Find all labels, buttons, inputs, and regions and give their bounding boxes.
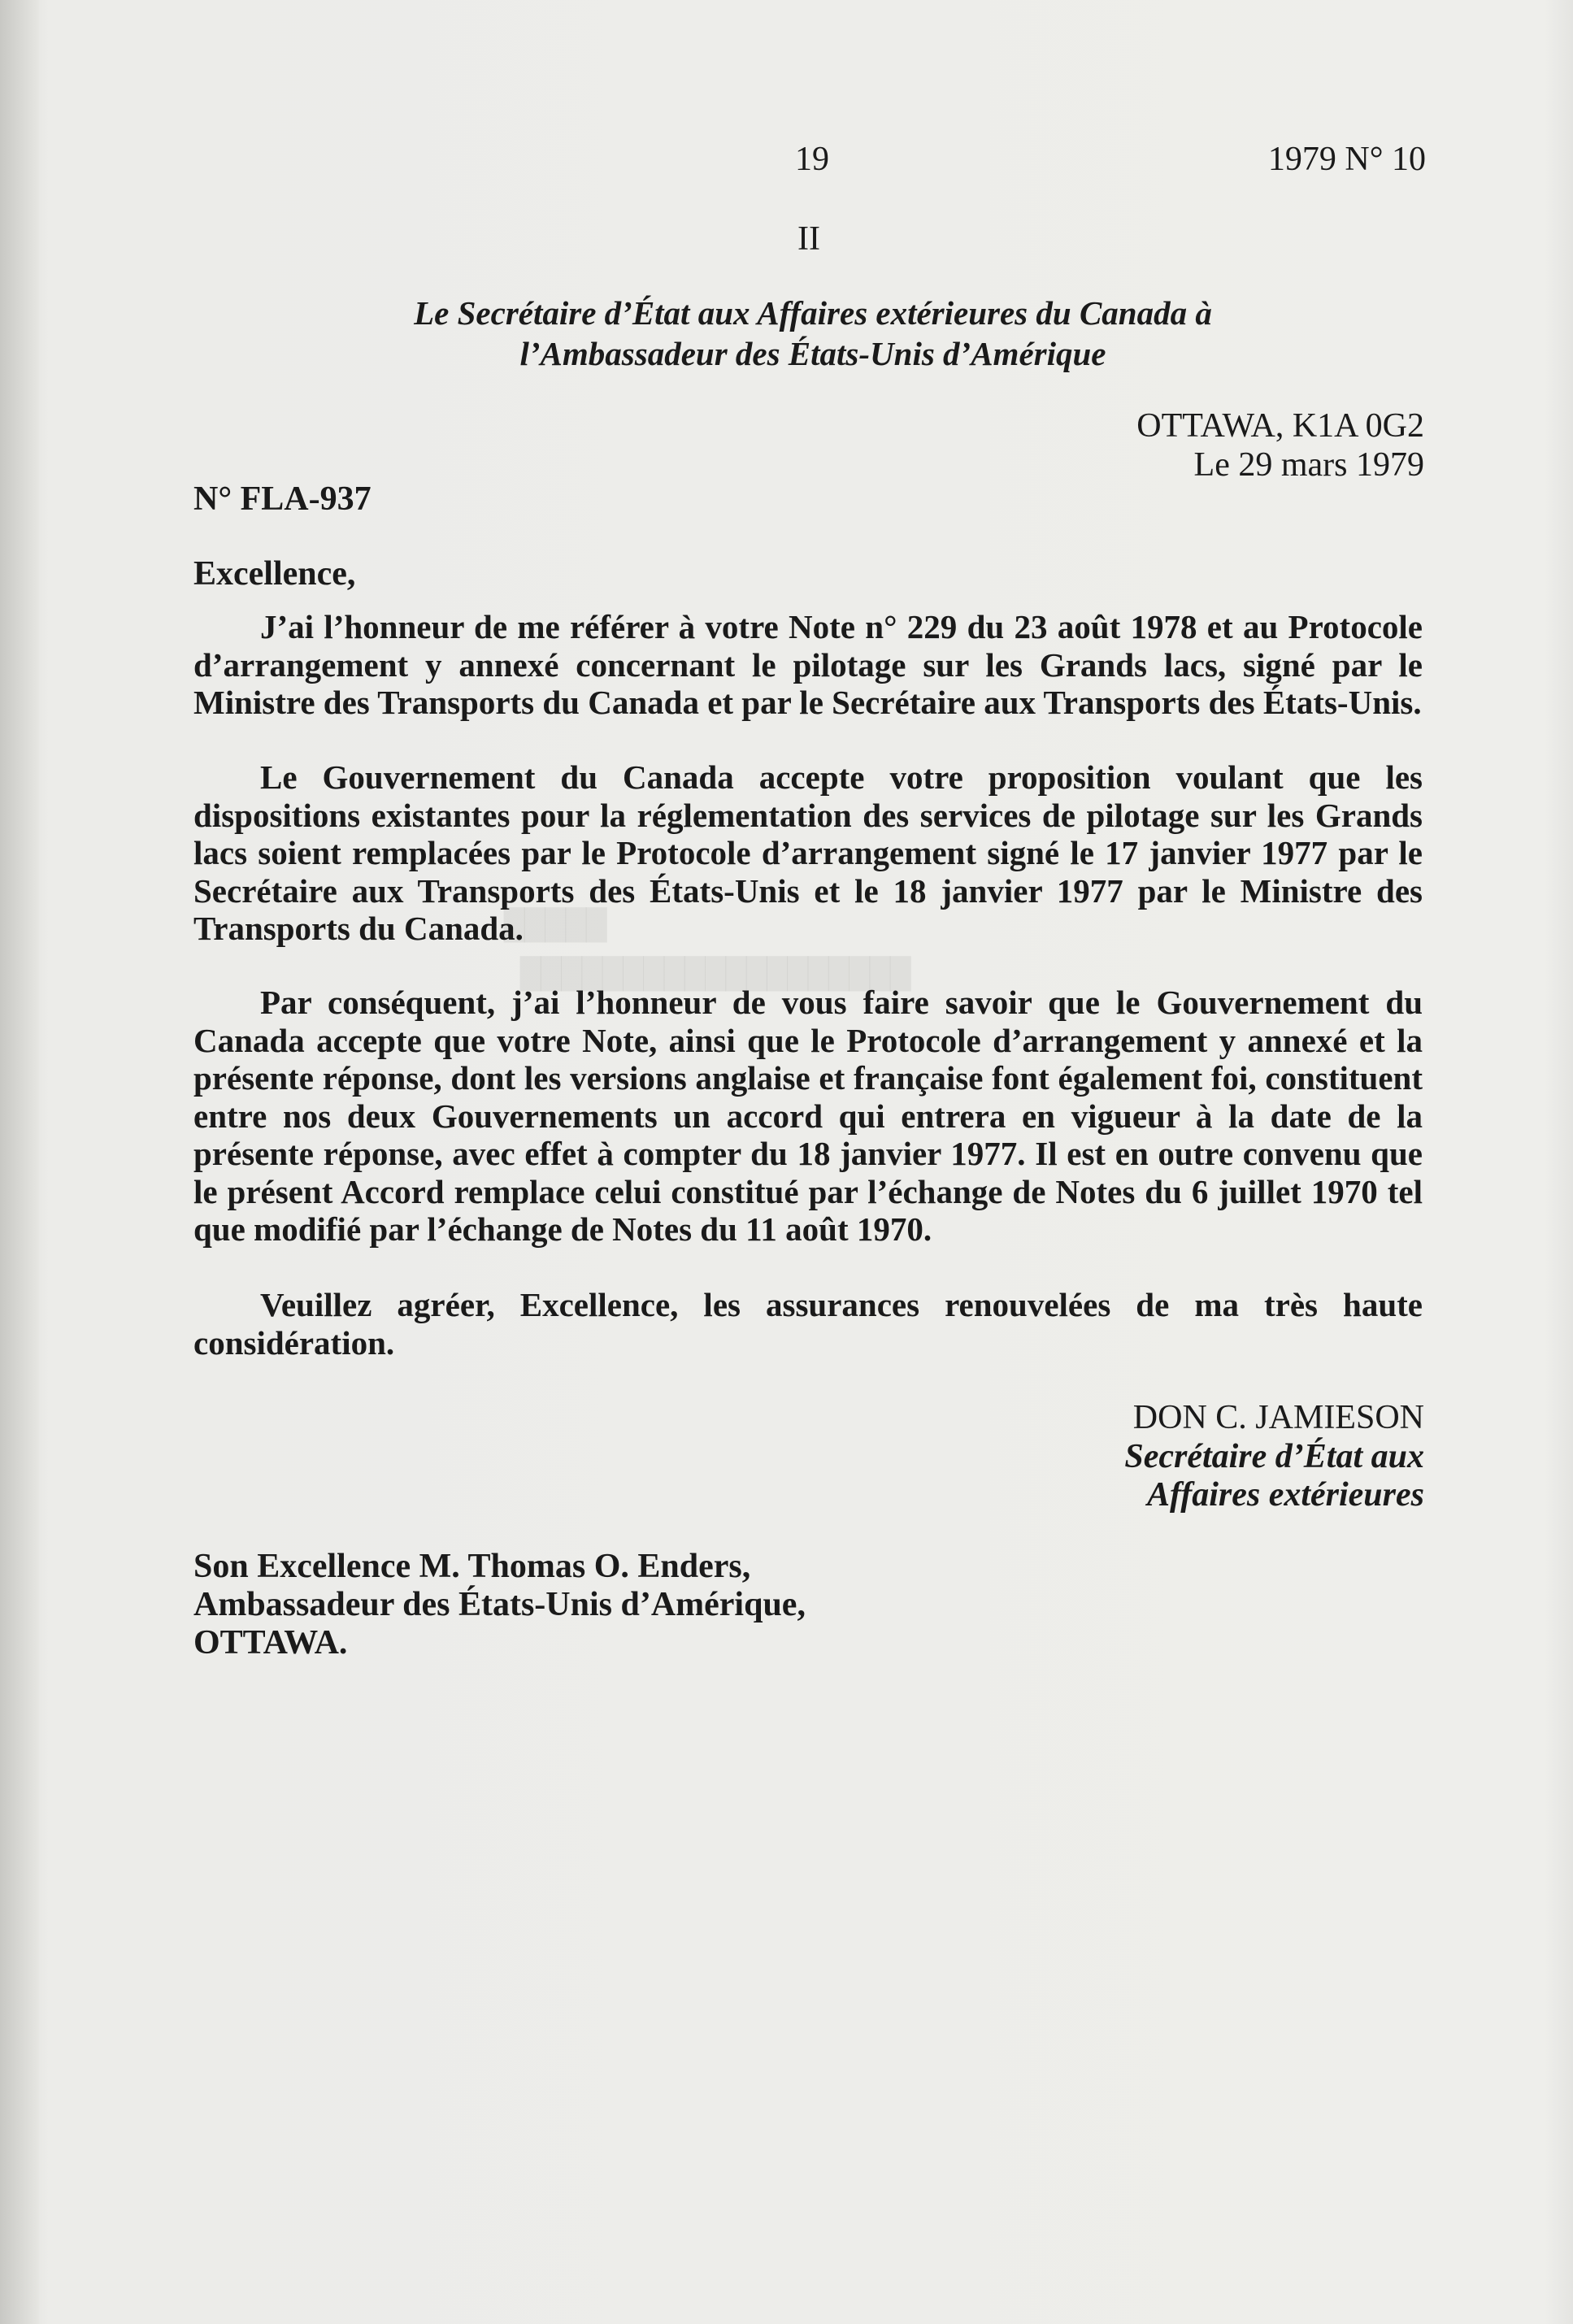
- signatory-title-2: Affaires extérieures: [1146, 1476, 1424, 1514]
- date-line: Le 29 mars 1979: [1193, 446, 1424, 484]
- addressee-line-1: Son Excellence M. Thomas O. Enders,: [193, 1548, 751, 1585]
- reference-number: N° FLA-937: [193, 480, 372, 518]
- signatory-title-1: Secrétaire d’État aux: [1124, 1438, 1424, 1475]
- salutation: Excellence,: [193, 555, 356, 593]
- page-number: 19: [795, 141, 829, 178]
- paragraph-4: Veuillez agréer, Excellence, les assurances renouvelées de ma très haute considération.: [193, 1286, 1423, 1362]
- paragraph-2: Le Gouvernement du Canada accepte votre proposition voulant que les dispositions existantes pour la réglementation des services de pilotage sur les Grands lacs soient remplacées par le Protocole d’arrangement signé le 17 janvier 1977 par le Secrétaire aux Transports des États-Unis et le 18 janvier 1977 par le Ministre des Transports du Canada.: [193, 758, 1423, 947]
- title-line-2: l’Ambassadeur des États-Unis d’Amérique: [519, 335, 1106, 372]
- place-line: OTTAWA, K1A 0G2: [1136, 407, 1424, 445]
- signatory-name: DON C. JAMIESON: [1132, 1399, 1424, 1436]
- show-through-mark: ▇▇▇▇▇▇▇▇▇▇▇▇▇▇▇▇▇▇▇: [520, 951, 911, 991]
- addressee-line-2: Ambassadeur des États-Unis d’Amérique,: [193, 1586, 806, 1623]
- addressee-line-3: OTTAWA.: [193, 1624, 348, 1662]
- issue-number: 1979 N° 10: [1267, 141, 1426, 178]
- paragraph-1: J’ai l’honneur de me référer à votre Note n° 229 du 23 août 1978 et au Protocole d’arrangement y annexé concernant le pilotage sur les Grands lacs, signé par le Ministre des Transports du Canada et par le Secrétaire aux Transports des États-Unis.: [193, 608, 1423, 721]
- title-line-1: Le Secrétaire d’État aux Affaires extérieures du Canada à: [414, 294, 1212, 332]
- paragraph-3: Par conséquent, j’ai l’honneur de vous faire savoir que le Gouvernement du Canada accepte que votre Note, ainsi que le Protocole d’arrangement y annexé et la présente réponse, dont les versions anglaise et française font également foi, constituent entre nos deux Gouvernements un accord qui entrera en vigueur à la date de la présente réponse, avec effet à compter du 18 janvier 1977. Il est en outre convenu que le présent Accord remplace celui constitué par l’échange de Notes du 6 juillet 1970 tel que modifié par l’échange de Notes du 11 août 1970.: [193, 984, 1423, 1248]
- binding-edge: [0, 0, 39, 2324]
- section-number: II: [797, 220, 820, 258]
- document-title: [244, 293, 1382, 374]
- show-through-mark: ▇▇▇▇▇: [504, 902, 607, 942]
